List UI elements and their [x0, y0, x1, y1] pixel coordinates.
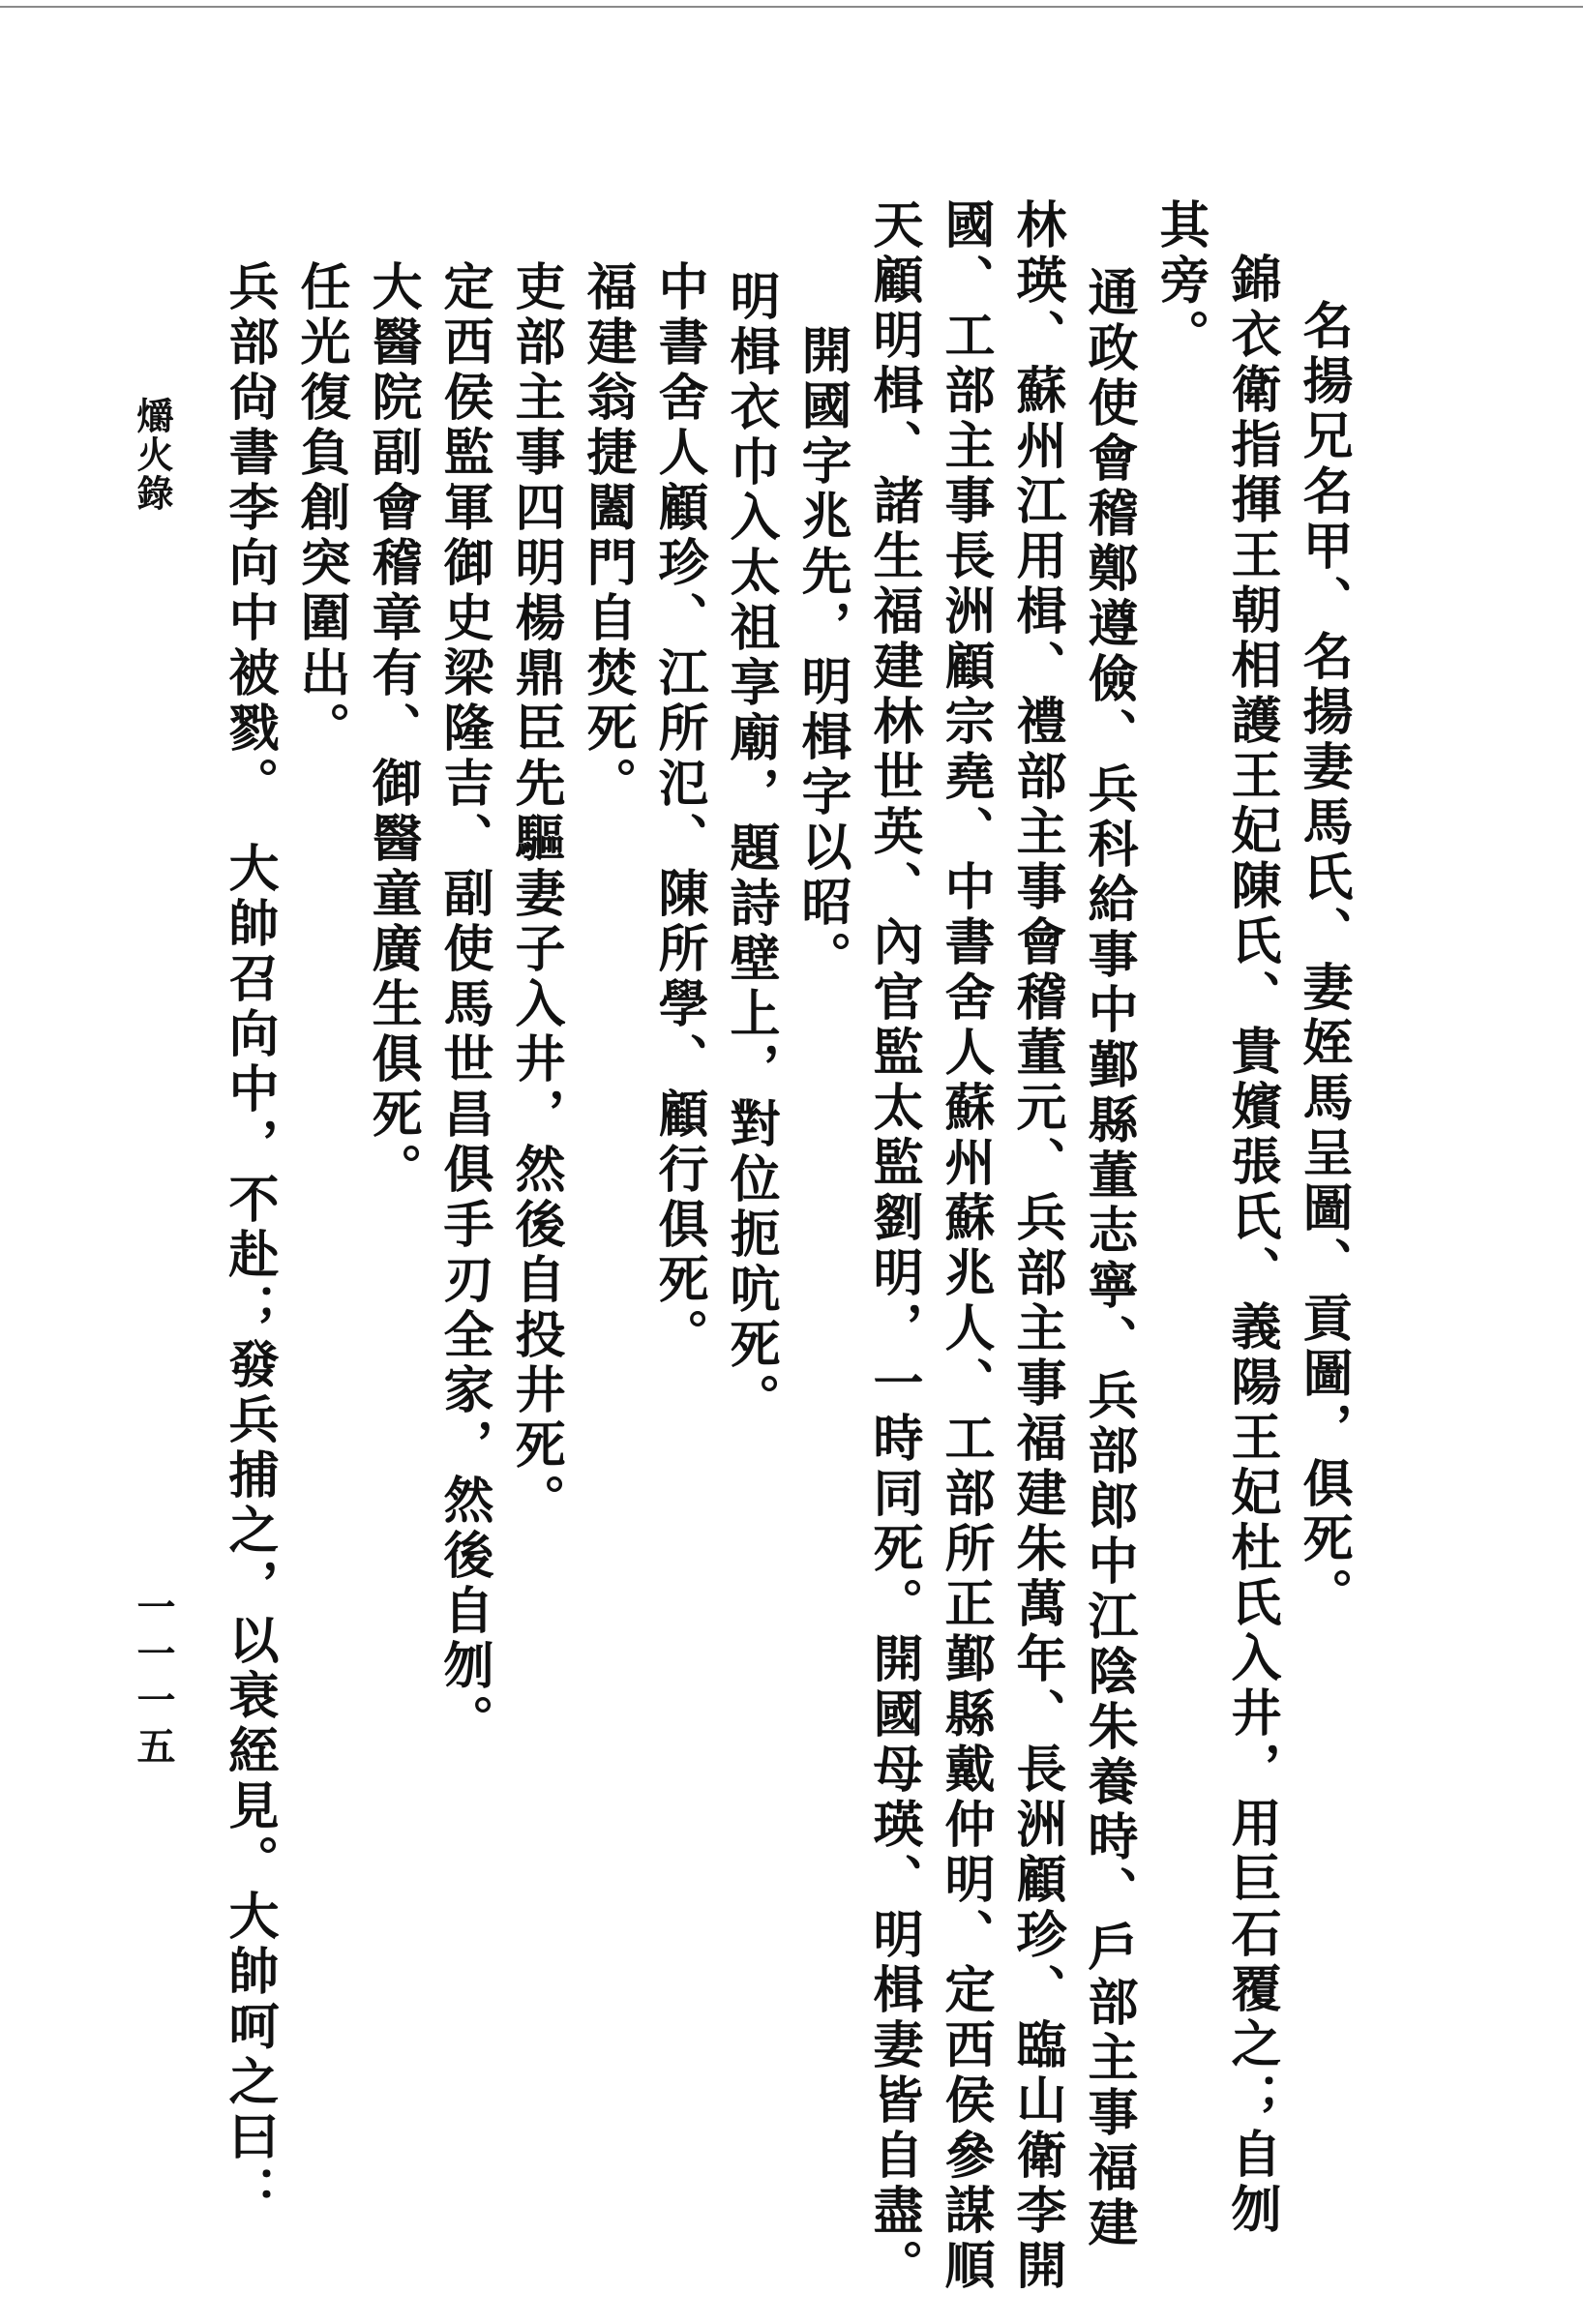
text-column-4: 通政使會稽鄭遵儉、兵科給事中鄞縣董志寧、兵部郎中江陰朱養時、戶部主事福建	[1079, 266, 1138, 2251]
text-column-11: 福建翁捷闔門自焚死。	[578, 260, 637, 812]
text-column-3: 其旁。	[1150, 198, 1210, 364]
text-column-15: 任光復負創突圍出。	[291, 260, 350, 757]
text-column-13: 定西侯監軍御史梁隆吉、副使馬世昌俱手刃全家，然後自刎。	[434, 260, 493, 1749]
text-column-16: 兵部尙書李向中被戮。 大帥召向中，不赴；發兵捕之，以衰絰見。大帥呵之曰：	[220, 260, 279, 2220]
top-border-line	[0, 6, 1583, 8]
text-column-14: 大醫院副會稽章有、御醫童廣生俱死。	[363, 260, 422, 1198]
text-column-1: 名揚兄名甲、名揚妻馬氏、妻姪馬呈圖、貢圖，俱死。	[1294, 299, 1353, 1623]
text-column-8: 開國字兆先，明楫字以昭。	[792, 324, 851, 986]
text-column-12: 吏部主事四明楊鼎臣先驅妻子入井，然後自投井死。	[506, 260, 565, 1529]
text-column-9: 明楫衣巾入太祖享廟，題詩壁上，對位扼吭死。	[721, 270, 780, 1428]
book-title: 爝火錄	[131, 397, 174, 513]
main-text-block	[213, 198, 1359, 2294]
text-column-7: 天顧明楫、諸生福建林世英、內官監太監劉明，一時同死。開國母瑛、明楫妻皆自盡。	[864, 198, 923, 2294]
page-number: 一一一五	[131, 1587, 176, 1773]
text-column-5: 林瑛、蘇州江用楫、禮部主事會稽董元、兵部主事福建朱萬年、長洲顧珍、臨山衛李開	[1007, 198, 1066, 2294]
text-column-2: 錦衣衛指揮王朝相護王妃陳氏、貴嬪張氏、義陽王妃杜氏入井，用巨石覆之；自刎	[1222, 253, 1281, 2238]
text-column-6: 國、工部主事長洲顧宗堯、中書舍人蘇州蘇兆人、工部所正鄞縣戴仲明、定西侯參謀順	[936, 198, 995, 2294]
text-column-10: 中書舍人顧珍、江所氾、陳所學、顧行俱死。	[649, 260, 708, 1363]
